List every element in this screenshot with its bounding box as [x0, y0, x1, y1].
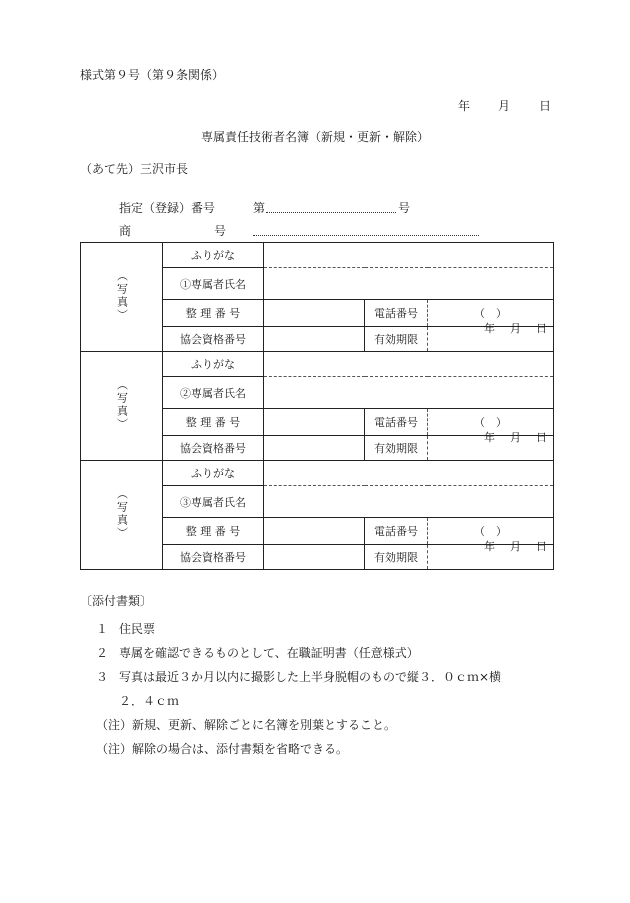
kyokai-field[interactable]: [264, 545, 365, 570]
shop-name-label-2: 号: [214, 224, 227, 238]
registration-suffix: 号: [398, 201, 411, 215]
expiry-field[interactable]: 年 月 日: [428, 327, 554, 352]
furigana-field[interactable]: [264, 461, 554, 486]
name-field[interactable]: [264, 377, 554, 409]
registry-table: [80, 242, 554, 570]
seiri-field[interactable]: [264, 409, 365, 436]
attachment-item-3-number: ３: [96, 670, 109, 684]
attachment-item-3-continuation: ２．４ｃｍ: [119, 694, 180, 708]
attachment-item-2-text: 専属を確認できるものとして、在職証明書（任意様式）: [119, 646, 419, 660]
addressee: （あて先）三沢市長: [80, 162, 189, 176]
expiry-label: 有効期限: [365, 327, 428, 352]
name-label: ②専属者氏名: [163, 377, 264, 409]
photo-box: （写真）: [81, 243, 163, 352]
kyokai-label: 協会資格番号: [163, 436, 264, 461]
seiri-label: 整 理 番 号: [163, 518, 264, 545]
attachment-item-2-number: ２: [96, 646, 109, 660]
phone-label: 電話番号: [365, 518, 428, 545]
date-year: 年: [458, 99, 471, 113]
furigana-field[interactable]: [264, 352, 554, 377]
note-1: （注）新規、更新、解除ごとに名簿を別葉とすること。: [96, 718, 397, 732]
seiri-label: 整 理 番 号: [163, 300, 264, 327]
expiry-field[interactable]: 年 月 日: [428, 545, 554, 570]
phone-field[interactable]: （ ）: [428, 518, 554, 545]
phone-label: 電話番号: [365, 300, 428, 327]
name-label: ①専属者氏名: [163, 268, 264, 300]
expiry-label: 有効期限: [365, 436, 428, 461]
furigana-label: ふりがな: [163, 352, 264, 377]
furigana-label: ふりがな: [163, 461, 264, 486]
form-number: 様式第９号（第９条関係）: [80, 68, 225, 82]
seiri-label: 整 理 番 号: [163, 409, 264, 436]
registration-prefix: 第: [253, 201, 266, 215]
furigana-label: ふりがな: [163, 243, 264, 268]
attachment-item-1-text: 住民票: [119, 622, 156, 636]
furigana-field[interactable]: [264, 243, 554, 268]
kyokai-label: 協会資格番号: [163, 327, 264, 352]
phone-field[interactable]: （ ）: [428, 409, 554, 436]
shop-name-field[interactable]: [253, 235, 479, 236]
expiry-label: 有効期限: [365, 545, 428, 570]
name-field[interactable]: [264, 268, 554, 300]
seiri-field[interactable]: [264, 518, 365, 545]
registration-number-label: 指定（登録）番号: [119, 201, 216, 215]
date-month: 月: [498, 99, 511, 113]
expiry-field[interactable]: 年 月 日: [428, 436, 554, 461]
photo-box: （写真）: [81, 461, 163, 570]
phone-field[interactable]: （ ）: [428, 300, 554, 327]
attachment-item-1-number: １: [96, 622, 109, 636]
attachments-heading: 〔添付書類〕: [80, 594, 153, 608]
registration-number-field[interactable]: [266, 212, 396, 213]
phone-label: 電話番号: [365, 409, 428, 436]
date-day: 日: [539, 99, 552, 113]
shop-name-label-1: 商: [119, 224, 132, 238]
seiri-field[interactable]: [264, 300, 365, 327]
name-field[interactable]: [264, 486, 554, 518]
page-title: 専属責任技術者名簿（新規・更新・解除）: [200, 130, 429, 144]
photo-box: （写真）: [81, 352, 163, 461]
kyokai-field[interactable]: [264, 436, 365, 461]
name-label: ③専属者氏名: [163, 486, 264, 518]
attachment-item-3-text: 写真は最近３か月以内に撮影した上半身脱帽のもので縦３．０ｃｍ×横: [119, 670, 502, 684]
kyokai-label: 協会資格番号: [163, 545, 264, 570]
note-2: （注）解除の場合は、添付書類を省略できる。: [96, 742, 349, 756]
kyokai-field[interactable]: [264, 327, 365, 352]
